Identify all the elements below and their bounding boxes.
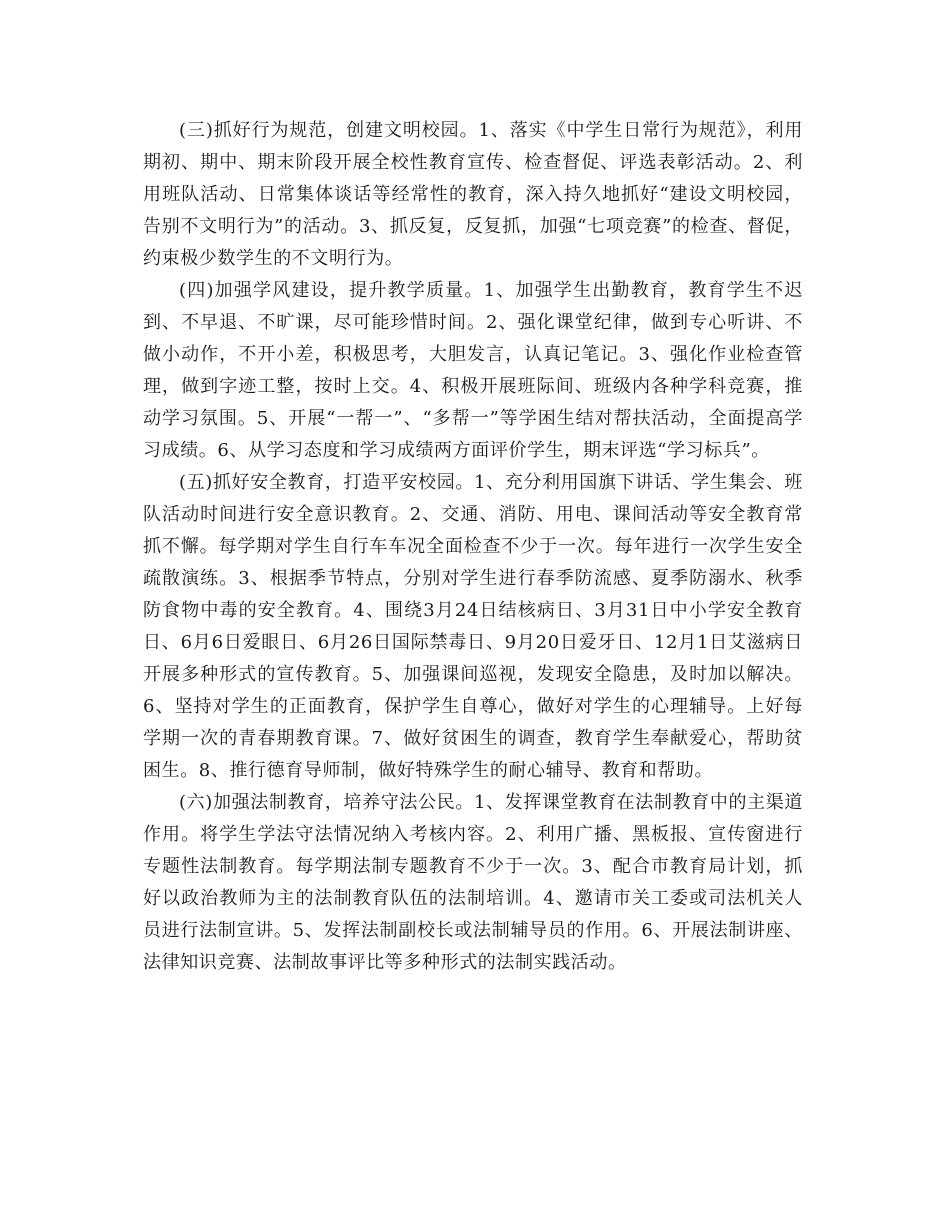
paragraph-behavior-norms: (三)抓好行为规范，创建文明校园。1、落实《中学生日常行为规范》，利用期初、期中、期末阶段开展全校性教育宣传、检查督促、评选表彰活动。2、利用班队活动、日常集体谈话等经常性的教育，深入持久地抓好“建设文明校园，告别不文明行为”的活动。3、抓反复，反复抓，加强“七项竞赛”的检查、督促，约束极少数学生的不文明行为。 (143, 120, 803, 269)
document-body (143, 115, 803, 979)
paragraph-safety-education: (五)抓好安全教育，打造平安校园。1、充分利用国旗下讲话、学生集会、班队活动时间进行安全意识教育。2、交通、消防、用电、课间活动等安全教育常抓不懈。每学期对学生自行车车况全面检查不少于一次。每年进行一次学生安全疏散演练。3、根据季节特点，分别对学生进行春季防流感、夏季防溺水、秋季防食物中毒的安全教育。4、围绕3月24日结核病日、3月31日中小学安全教育日、6月6日爱眼日、6月26日国际禁毒日、9月20日爱牙日、12月1日艾滋病日开展多种形式的宣传教育。5、加强课间巡视，发现安全隐患，及时加以解决。6、坚持对学生的正面教育，保护学生自尊心，做好对学生的心理辅导。上好每学期一次的青春期教育课。7、做好贫困生的调查，教育学生奉献爱心，帮助贫困生。8、推行德育导师制，做好特殊学生的耐心辅导、教育和帮助。 (143, 472, 803, 781)
paragraph-study-style: (四)加强学风建设，提升教学质量。1、加强学生出勤教育，教育学生不迟到、不早退、不旷课，尽可能珍惜时间。2、强化课堂纪律，做到专心听讲、不做小动作，不开小差，积极思考，大胆发言，认真记笔记。3、强化作业检查管理，做到字迹工整，按时上交。4、积极开展班际间、班级内各种学科竞赛，推动学习氛围。5、开展“一帮一”、“多帮一”等学困生结对帮扶活动，全面提高学习成绩。6、从学习态度和学习成绩两方面评价学生，期末评选“学习标兵”。 (143, 280, 803, 461)
paragraph-legal-education: (六)加强法制教育，培养守法公民。1、发挥课堂教育在法制教育中的主渠道作用。将学生学法守法情况纳入考核内容。2、利用广播、黑板报、宣传窗进行专题性法制教育。每学期法制专题教育不少于一次。3、配合市教育局计划，抓好以政治教师为主的法制教育队伍的法制培训。4、邀请市关工委或司法机关人员进行法制宣讲。5、发挥法制副校长或法制辅导员的作用。6、开展法制讲座、法律知识竞赛、法制故事评比等多种形式的法制实践活动。 (143, 792, 803, 973)
